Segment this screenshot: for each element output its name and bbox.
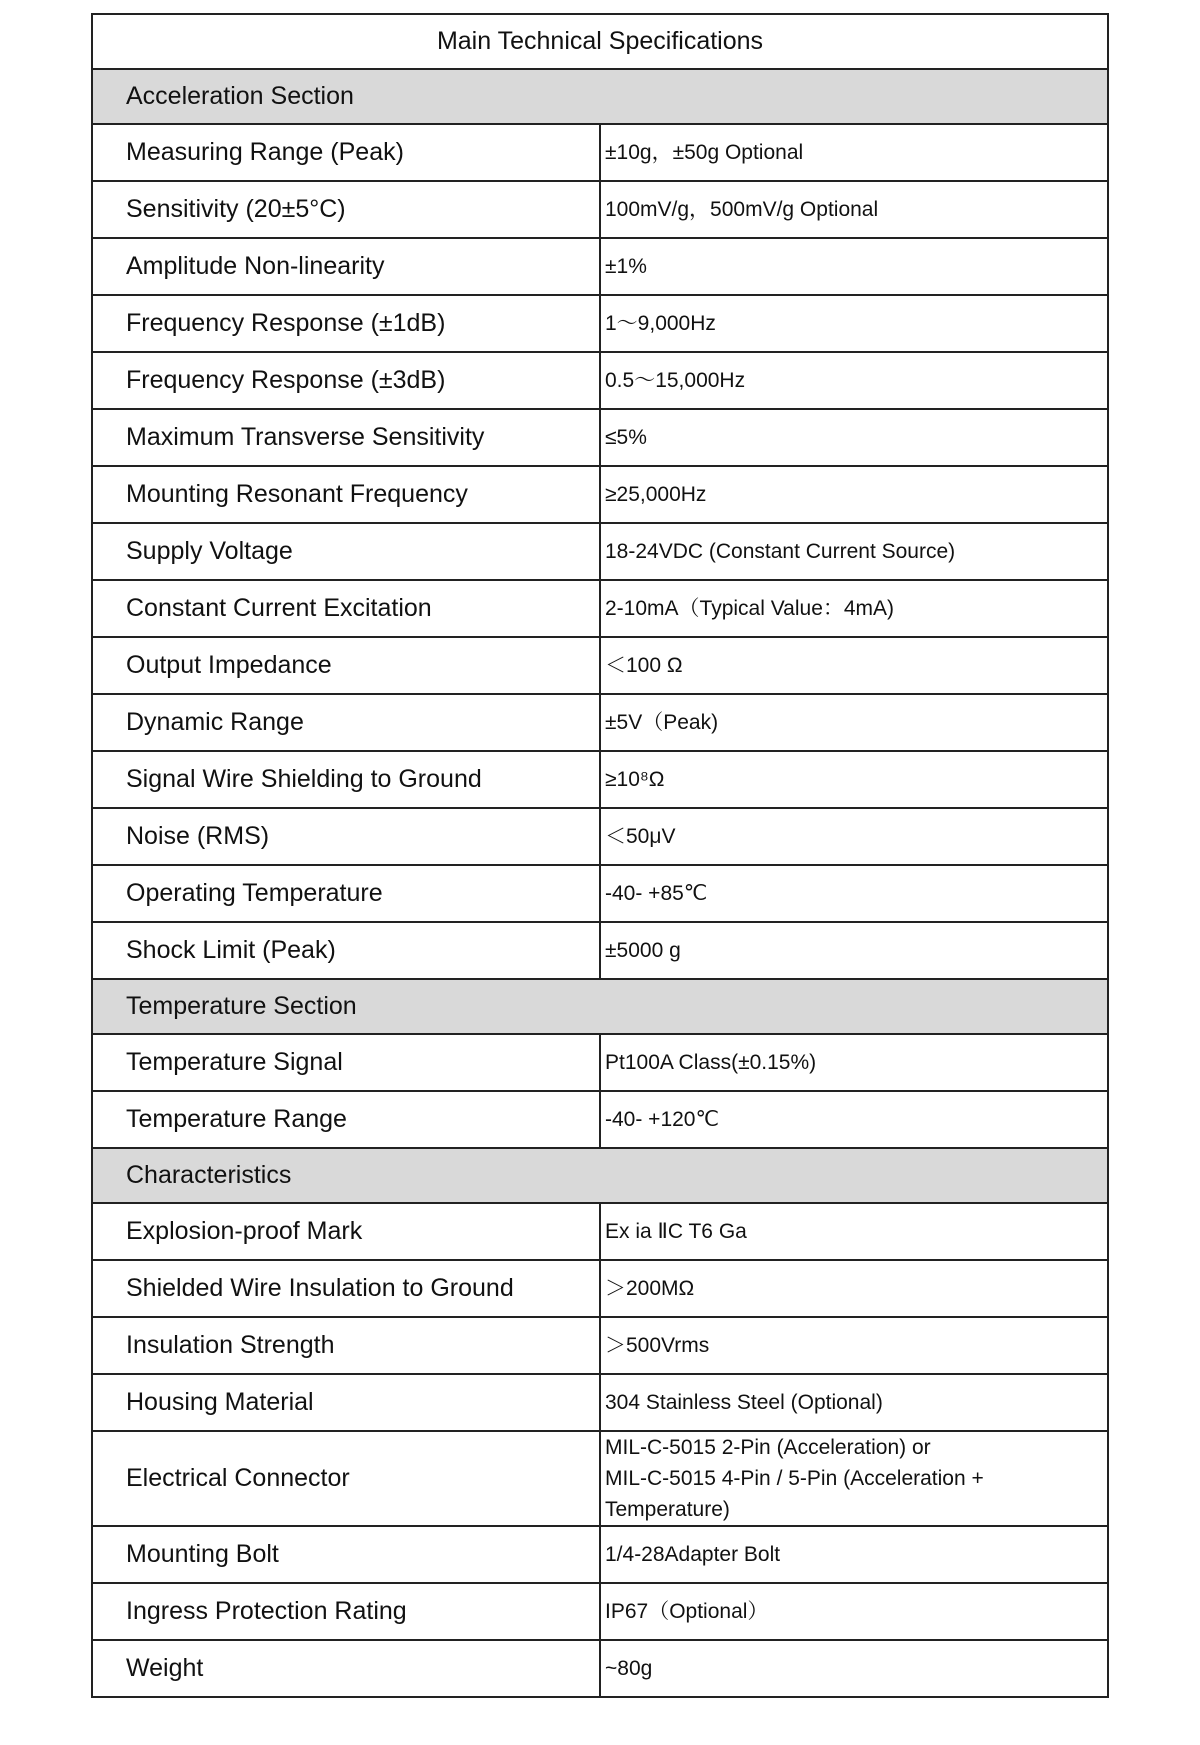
spec-label: Insulation Strength [92,1317,600,1374]
spec-value [600,637,1108,694]
spec-row [92,808,1108,865]
spec-value-line: ±5000 g [605,939,681,962]
spec-value [600,295,1108,352]
spec-value-line: 304 Stainless Steel (Optional) [605,1391,883,1414]
spec-value [600,181,1108,238]
spec-label: Constant Current Excitation [92,580,600,637]
spec-label: Temperature Range [92,1091,600,1148]
spec-label: Amplitude Non-linearity [92,238,600,295]
spec-value [600,580,1108,637]
spec-value-line: 1～9,000Hz [605,312,716,335]
spec-row [92,1374,1108,1431]
spec-value [600,1317,1108,1374]
spec-value [600,1583,1108,1640]
spec-row [92,637,1108,694]
spec-value [600,1034,1108,1091]
spec-label: Housing Material [92,1374,600,1431]
spec-value-line: ≥25,000Hz [605,483,707,506]
spec-row [92,1034,1108,1091]
spec-label: Measuring Range (Peak) [92,124,600,181]
spec-label: Weight [92,1640,600,1697]
table-title: Main Technical Specifications [92,14,1108,69]
spec-value-line: MIL-C-5015 4-Pin / 5-Pin (Acceleration + Temperature) [605,1467,984,1521]
spec-row [92,352,1108,409]
spec-row [92,922,1108,979]
spec-row [92,751,1108,808]
spec-value-line: Ex ia ⅡC T6 Ga [605,1220,747,1243]
spec-label: Maximum Transverse Sensitivity [92,409,600,466]
spec-value-line: Pt100A Class(±0.15%) [605,1051,817,1074]
spec-value [600,922,1108,979]
spec-value-line: MIL-C-5015 2-Pin (Acceleration) or [605,1436,931,1459]
spec-value [600,1526,1108,1583]
spec-value-line: 18-24VDC (Constant Current Source) [605,540,956,563]
spec-value-line: ＜100 Ω [605,654,683,677]
spec-value [600,1640,1108,1697]
spec-row [92,1091,1108,1148]
spec-label: Signal Wire Shielding to Ground [92,751,600,808]
section-row [92,69,1108,124]
spec-label: Ingress Protection Rating [92,1583,600,1640]
section-heading: Temperature Section [92,979,1108,1034]
spec-label: Shielded Wire Insulation to Ground [92,1260,600,1317]
spec-row [92,580,1108,637]
spec-value-line: ＜50μV [605,825,676,848]
spec-value-line: ＞200MΩ [605,1277,695,1300]
section-heading: Characteristics [92,1148,1108,1203]
spec-row [92,1640,1108,1697]
spec-value [600,409,1108,466]
spec-row [92,523,1108,580]
spec-value-line: 2-10mA（Typical Value：4mA) [605,597,895,620]
section-row [92,1148,1108,1203]
section-row [92,979,1108,1034]
spec-value [600,751,1108,808]
spec-label: Frequency Response (±1dB) [92,295,600,352]
spec-row [92,694,1108,751]
spec-row [92,1583,1108,1640]
spec-label: Shock Limit (Peak) [92,922,600,979]
spec-label: Mounting Bolt [92,1526,600,1583]
spec-value [600,1374,1108,1431]
spec-value [600,1260,1108,1317]
spec-row [92,1526,1108,1583]
spec-row [92,1431,1108,1526]
section-heading: Acceleration Section [92,69,1108,124]
spec-row [92,238,1108,295]
spec-label: Supply Voltage [92,523,600,580]
spec-label: Explosion-proof Mark [92,1203,600,1260]
spec-value-line: IP67（Optional） [605,1600,769,1623]
spec-row [92,1203,1108,1260]
spec-label: Frequency Response (±3dB) [92,352,600,409]
spec-row [92,1317,1108,1374]
spec-row [92,865,1108,922]
spec-table-body [92,14,1108,1697]
spec-label: Operating Temperature [92,865,600,922]
spec-value-line: ≤5% [605,426,647,449]
spec-row [92,124,1108,181]
spec-value-line: ±5V（Peak) [605,711,719,734]
spec-value [600,1091,1108,1148]
spec-value-line: ~80g [605,1657,653,1680]
spec-label: Dynamic Range [92,694,600,751]
spec-value [600,124,1108,181]
spec-label: Noise (RMS) [92,808,600,865]
spec-value-line: ≥10⁸Ω [605,768,665,791]
spec-label: Sensitivity (20±5°C) [92,181,600,238]
spec-label: Electrical Connector [92,1431,600,1526]
spec-row [92,409,1108,466]
spec-value [600,1431,1108,1526]
spec-value [600,694,1108,751]
spec-row [92,295,1108,352]
spec-value [600,808,1108,865]
spec-value [600,466,1108,523]
spec-value [600,865,1108,922]
spec-row [92,1260,1108,1317]
spec-value [600,1203,1108,1260]
spec-value-line: -40- +120℃ [605,1108,720,1131]
spec-label: Output Impedance [92,637,600,694]
spec-value [600,523,1108,580]
title-row [92,14,1108,69]
spec-value-line: 100mV/g，500mV/g Optional [605,198,879,221]
spec-value-line: 0.5～15,000Hz [605,369,746,392]
spec-table [91,13,1109,1698]
spec-value-line: -40- +85℃ [605,882,708,905]
spec-value-line: 1/4-28Adapter Bolt [605,1543,781,1566]
spec-value-line: ±1% [605,255,647,278]
spec-label: Temperature Signal [92,1034,600,1091]
spec-label: Mounting Resonant Frequency [92,466,600,523]
spec-value-line: ＞500Vrms [605,1334,710,1357]
spec-row [92,181,1108,238]
spec-value [600,352,1108,409]
spec-value [600,238,1108,295]
spec-value-line: ±10g，±50g Optional [605,141,804,164]
spec-row [92,466,1108,523]
